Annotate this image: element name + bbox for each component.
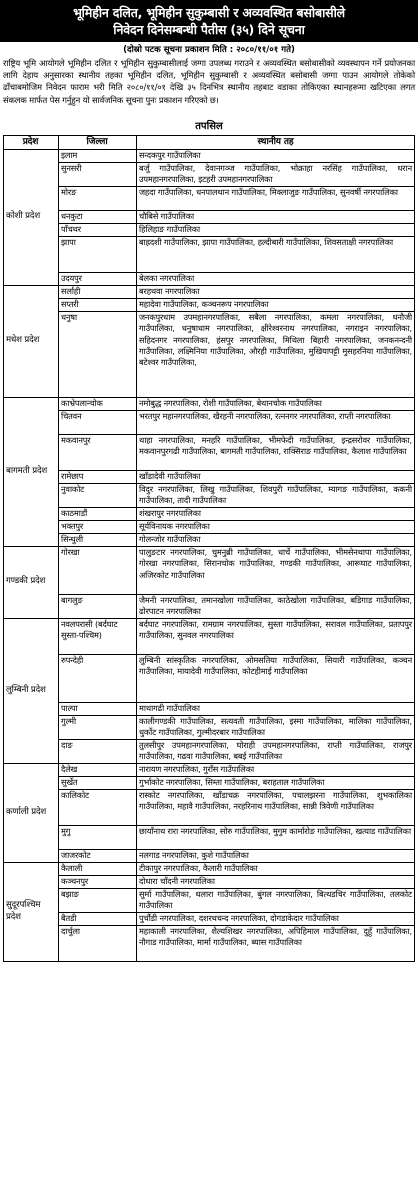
district-cell: सिन्धुली	[61, 534, 84, 544]
province-cell: मधेश प्रदेश	[6, 335, 40, 346]
row-divider	[58, 186, 415, 187]
row-divider	[58, 483, 415, 484]
district-cell: मोरङ	[61, 187, 77, 197]
local-level-cell: खाँडादेवी गाउँपालिका	[139, 471, 201, 481]
row-divider	[58, 654, 415, 655]
local-level-cell: माथागढी गाउँपालिका	[139, 703, 200, 713]
province-cell: कर्णाली प्रदेश	[6, 806, 47, 817]
row-divider	[58, 162, 415, 163]
row-divider	[3, 961, 415, 962]
row-divider	[3, 763, 415, 764]
row-divider	[58, 223, 415, 224]
row-divider	[58, 888, 415, 889]
row-divider	[3, 546, 415, 547]
province-cell: बागमती प्रदेश	[6, 465, 48, 476]
local-level-cell: सन्दकपुर गाउँपालिका	[139, 150, 201, 160]
district-cell: दाङ	[61, 740, 73, 750]
district-cell: चितवन	[61, 411, 82, 421]
local-level-cell: पुर्चौडी नगरपालिका, दशरथचन्द नगरपालिका, दोगडाकेदार गाउँपालिका	[139, 913, 339, 923]
district-cell: काठमाडौं	[61, 508, 88, 518]
row-divider	[58, 776, 415, 777]
row-divider	[58, 507, 415, 508]
table-title: तपसिल	[195, 121, 223, 132]
local-level-cell: शंखरापुर नगरपालिका	[139, 508, 201, 518]
district-cell: जाजरकोट	[61, 850, 91, 860]
local-level-cell: बेलका नगरपालिका	[139, 273, 195, 283]
district-cell: बैतडी	[61, 913, 77, 923]
district-cell: नुवाकोट	[61, 484, 85, 494]
notice-header	[0, 0, 418, 42]
local-level-cell: गुर्भाकोट नगरपालिका, सिम्ता गाउँपालिका, बराहताल गाउँपालिका	[139, 777, 325, 787]
district-cell: सर्लाही	[61, 286, 81, 296]
local-level-cell: भरतपुर महानगरपालिका, खैरहनी नगरपालिका, रत्ननगर नगरपालिका, राप्ती नगरपालिका	[139, 411, 391, 421]
local-level-cell: लुम्बिनी सांस्कृतिक नगरपालिका, ओमसतिया गाउँपालिका, सियारी गाउँपालिका, कञ्चन गाउँपालिका, मायादेवी गाउँपालिका, कोटहीमाई गाउँपालिका	[139, 655, 412, 677]
district-cell: इलाम	[61, 150, 78, 160]
row-divider	[58, 311, 415, 312]
local-level-cell: बर्दघाट नगरपालिका, रामग्राम नगरपालिका, सुस्ता गाउँपालिका, सरावल गाउँपालिका, प्रतापपुर गाउँपालिका, सुनवल नगरपालिका	[139, 619, 412, 641]
province-cell: कोशी प्रदेश	[6, 211, 41, 222]
local-level-cell: पालुङटार नगरपालिका, चुमनुब्री गाउँपालिका, धार्चे गाउँपालिका, भीमसेनथापा गाउँपालिका, गोरखा नगरपालिका, सिरानचोक गाउँपालिका, गण्डकी गाउँपालिका, आरूघाट गाउँपालिका, अजिरकोट गाउँपालिका	[139, 547, 412, 580]
district-cell: बागलुङ	[61, 595, 83, 605]
row-divider	[58, 925, 415, 926]
district-cell: धनकुटा	[61, 211, 83, 221]
local-level-cell: छायाँनाथ रारा नगरपालिका, सोरु गाउँपालिका, मुगुम कार्मारोङ गाउँपालिका, खत्याड गाउँपालिका	[139, 826, 411, 836]
local-level-cell: रास्कोट नगरपालिका, खाँडाचक्र नगरपालिका, पचालझरना गाउँपालिका, शुभकालिका गाउँपालिका, महावै गाउँपालिका, नरहरिनाथ गाउँपालिका, सान्नी त्रिवेणी गाउँपालिका	[139, 790, 412, 812]
district-cell: सुनसरी	[61, 163, 82, 173]
local-level-cell: नमोबुद्ध नगरपालिका, रोशी गाउँपालिका, बेथानचोक गाउँपालिका	[139, 398, 322, 408]
district-cell: गोरखा	[61, 547, 80, 557]
row-divider	[58, 236, 415, 237]
row-divider	[58, 825, 415, 826]
table-header-row	[3, 135, 415, 149]
row-divider	[3, 149, 415, 150]
local-level-cell: दोधारा चाँदनी नगरपालिका	[139, 876, 215, 886]
local-level-cell: गोलन्जोर गाउँपालिका	[139, 534, 201, 544]
local-level-cell: सूर्यविनायक नगरपालिका	[139, 521, 210, 531]
row-divider	[3, 862, 415, 863]
row-divider	[58, 298, 415, 299]
row-divider	[58, 210, 415, 211]
local-level-cell: बर्जु गाउँपालिका, देवानगञ्ज गाउँपालिका, भोक्राहा नरसिंह गाउँपालिका, धरान उपमहानगरपालिका, इटहरी उपमहानगरपालिका	[139, 163, 412, 185]
row-divider	[58, 739, 415, 740]
district-cell: उदयपुर	[61, 273, 82, 283]
district-cell: नवलपरासी (बर्दघाट सुस्ता-पश्चिम)	[61, 619, 118, 641]
row-divider	[58, 875, 415, 876]
province-cell: लुम्बिनी प्रदेश	[6, 684, 46, 695]
row-divider	[58, 912, 415, 913]
row-divider	[58, 520, 415, 521]
local-level-cell: जैमनी नगरपालिका, तमानखोला गाउँपालिका, काठेखोला गाउँपालिका, बडिगाड गाउँपालिका, ढोरपाटन नगरपालिका	[139, 595, 412, 617]
row-divider	[58, 434, 415, 435]
header-line-2: निवेदन दिनेसम्बन्धी पैतीस (३५) दिने सूचना	[113, 22, 305, 37]
row-divider	[3, 285, 415, 286]
district-cell: दैलेख	[61, 764, 78, 774]
district-cell: झापा	[61, 237, 76, 247]
district-cell: सप्तरी	[61, 299, 79, 309]
province-cell: गण्डकी प्रदेश	[6, 576, 46, 587]
header-line-1: भूमिहीन दलित, भूमिहीन सुकुम्बासी र अव्यवस्थित बसोबासीले	[73, 5, 345, 20]
row-divider	[58, 594, 415, 595]
row-divider	[3, 397, 415, 398]
row-divider	[58, 849, 415, 850]
local-level-cell: टीकापुर नगरपालिका, कैलारी गाउँपालिका	[139, 863, 258, 873]
district-cell: कञ्चनपुर	[61, 876, 89, 886]
district-cell: रुपन्देही	[61, 655, 84, 665]
row-divider	[58, 410, 415, 411]
column-header: स्थानीय तह	[257, 137, 294, 147]
notice-body-text: राष्ट्रिय भूमि आयोगले भूमिहीन दलित र भूमिहीन सुकुम्बासीलाई जग्गा उपलब्ध गराउने र अव्यवस्थित बसोबासीको व्यवस्थापन गर्ने प्रयोजनका लागि देहाय अनुसारका स्थानीय तहका भूमिहीन दलित, भूमिहीन सुकुम्बासी र अव्यवस्थित बसोबासी जग्गा पाउन आयोगले तोकेको ढाँचाबमोजिम निवेदन फाराम भरी मिति २०८०/११/०१ देखि ३५ दिनभित्र स्थानीय तहबाट वडाका तोकिएका स्थानहरूमा खटिएका लगत संकलक मार्फत पेस गर्नुहुन यो सार्वजनिक सूचना पुनः प्रकाशन गरिएको छ।	[3, 58, 415, 105]
district-cell: बझाङ	[61, 889, 79, 899]
province-cell: सुदूरपश्चिम प्रदेश	[6, 900, 41, 922]
district-cell: कैलाली	[61, 863, 83, 873]
column-divider	[136, 135, 137, 961]
local-level-cell: नारायण नगरपालिका, गुराँस गाउँपालिका	[139, 764, 254, 774]
local-level-cell: बरहथवा नगरपालिका	[139, 286, 200, 296]
column-header: जिल्ला	[86, 137, 108, 147]
row-divider	[58, 470, 415, 471]
local-level-cell: जनकपुरधाम उपमहानगरपालिका, सबैला नगरपालिका, कमला नगरपालिका, धनौजी गाउँपालिका, धनुषाधाम नगरपालिका, क्षीरेश्वरनाथ नगरपालिका, नगराइन नगरपालिका, सहिदनगर नगरपालिका, हंसपुर नगरपालिका, मिथिला बिहारी नगरपालिका, जनकनन्दनी गाउँपालिका, लक्ष्मिनिया गाउँपालिका, औरही गाउँपालिका, मुखियापट्टी मुसहरनिया गाउँपालिका, बटेश्वर गाउँपालिका,	[139, 312, 412, 368]
local-level-cell: महादेवा गाउँपालिका, कञ्चनरूप नगरपालिका	[139, 299, 269, 309]
district-cell: सुर्खेत	[61, 777, 78, 787]
district-cell: रामेछाप	[61, 471, 84, 481]
local-level-cell: हिलिहाङ गाउँपालिका	[139, 224, 200, 234]
row-divider	[58, 715, 415, 716]
row-divider	[58, 272, 415, 273]
district-cell: पाल्पा	[61, 703, 78, 713]
column-divider	[58, 135, 59, 961]
local-level-cell: चौबिसे गाउँपालिका	[139, 211, 194, 221]
row-divider	[58, 533, 415, 534]
district-cell: पाँचथर	[61, 224, 81, 234]
district-cell: कालिकोट	[61, 790, 90, 800]
local-level-cell: विदुर नगरपालिका, लिखु गाउँपालिका, शिवपुरी गाउँपालिका, म्यागङ गाउँपालिका, ककनी गाउँपालिका, तादी गाउँपालिका	[139, 484, 412, 506]
district-cell: धनुषा	[61, 312, 77, 322]
local-level-cell: सुर्मा गाउँपालिका, थलारा गाउँपालिका, बुंगल नगरपालिका, बित्थडचिर गाउँपालिका, तलकोट गाउँपालिका	[139, 889, 412, 911]
local-level-cell: नलगाड नगरपालिका, कुशे गाउँपालिका	[139, 850, 249, 860]
local-level-cell: कालीगण्डकी गाउँपालिका, सत्यवती गाउँपालिका, इस्मा गाउँपालिका, मालिका गाउँपालिका, धुर्कोट गाउँपालिका, गुल्मीदरबार गाउँपालिका	[139, 716, 412, 738]
local-level-cell: महाकाली नगरपालिका, शैल्यशिखर नगरपालिका, अपिहिमाल गाउँपालिका, दुहुँ गाउँपालिका, नौगाड गाउँपालिका, मार्मा गाउँपालिका, ब्यास गाउँपालिका	[139, 926, 412, 948]
local-level-cell: जहदा गाउँपालिका, धनपालथान गाउँपालिका, मिक्लाजुङ गाउँपालिका, सुनवर्षी नगरपालिका	[139, 187, 398, 197]
district-cell: मुगु	[61, 826, 71, 836]
district-cell: दार्चुला	[61, 926, 80, 936]
district-cell: मकवानपुर	[61, 435, 91, 445]
district-cell: गुल्मी	[61, 716, 77, 726]
row-divider	[3, 618, 415, 619]
local-level-cell: तुलसीपुर उपमहानगरपालिका, घोराही उपमहानगरपालिका, राप्ती गाउँपालिका, राजपुर गाउँपालिका, गढवा गाउँपालिका, बबई गाउँपालिका	[139, 740, 412, 762]
district-cell: भक्तपुर	[61, 521, 84, 531]
district-cell: काभ्रेपलान्चोक	[61, 398, 103, 408]
column-header: प्रदेश	[22, 137, 39, 147]
row-divider	[58, 702, 415, 703]
local-levels-table	[3, 135, 415, 1202]
publication-date-subtitle: (दोस्रो पटक सूचना प्रकाशन मिति : २०८०/११/०१ गते)	[123, 45, 295, 55]
row-divider	[58, 789, 415, 790]
local-level-cell: थाहा नगरपालिका, मनहरि गाउँपालिका, भीमफेदी गाउँपालिका, इन्द्रसरोवर गाउँपालिका, मकवानपुरगढी गाउँपालिका, बागमती गाउँपालिका, राक्सिराङ गाउँपालिका, कैलाश गाउँपालिका	[139, 435, 412, 457]
local-level-cell: बाह्रदशी गाउँपालिका, झापा गाउँपालिका, हल्दीबारी गाउँपालिका, शिवसताक्षी नगरपालिका	[139, 237, 393, 247]
